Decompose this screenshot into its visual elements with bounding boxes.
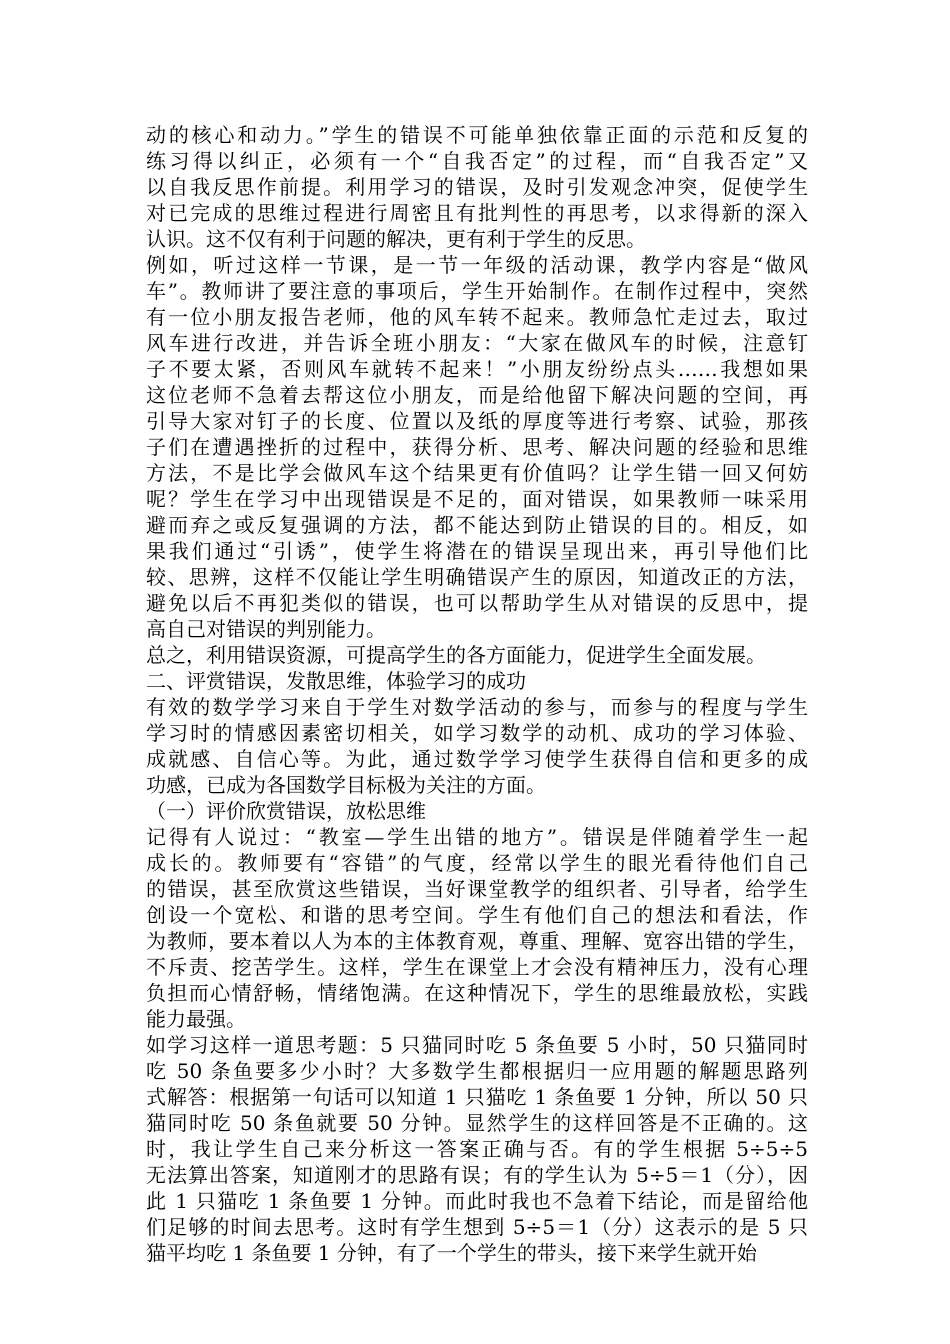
text-line: 以自我反思作前提。利用学习的错误，及时引发观念冲突，促使学生	[146, 175, 808, 199]
text-line: 记得有人说过：“教室—学生出错的地方”。错误是伴随着学生一起	[146, 825, 808, 849]
text-line: （一）评价欣赏错误，放松思维	[146, 799, 426, 823]
paragraph-effective	[146, 694, 808, 798]
text-line: 较、思辨，这样不仅能让学生明确错误产生的原因，知道改正的方法，	[146, 565, 808, 589]
text-line: 果我们通过“引诱”，使学生将潜在的错误呈现出来，再引导他们比	[146, 539, 808, 563]
paragraph-classroom	[146, 824, 808, 1032]
text-line: 子不要太紧，否则风车就转不起来！”小朋友纷纷点头……我想如果	[146, 357, 808, 381]
text-line: 风车进行改进，并告诉全班小朋友：“大家在做风车的时候，注意钉	[146, 331, 808, 355]
text-line: 动的核心和动力。”学生的错误不可能单独依靠正面的示范和反复的	[146, 123, 808, 147]
text-line: 如学习这样一道思考题：5 只猫同时吃 5 条鱼要 5 小时，50 只猫同时	[146, 1033, 808, 1057]
text-line: 猫同时吃 50 条鱼就要 50 分钟。显然学生的这样回答是不正确的。这	[146, 1111, 808, 1135]
text-line: 有一位小朋友报告老师，他的风车转不起来。教师急忙走过去，取过	[146, 305, 808, 329]
text-line: 有效的数学学习来自于学生对数学活动的参与，而参与的程度与学生	[146, 695, 808, 719]
text-line: 避而弃之或反复强调的方法，都不能达到防止错误的目的。相反，如	[146, 513, 808, 537]
text-line: 成就感、自信心等。为此，通过数学学习使学生获得自信和更多的成	[146, 747, 808, 771]
paragraph-summary	[146, 642, 808, 668]
text-line: 方法，不是比学会做风车这个结果更有价值吗？让学生错一回又何妨	[146, 461, 808, 485]
text-line: 为教师，要本着以人为本的主体教育观，尊重、理解、宽容出错的学生，	[146, 929, 808, 953]
text-line: 学习时的情感因素密切相关，如学习数学的动机、成功的学习体验、	[146, 721, 808, 745]
text-line: 无法算出答案，知道刚才的思路有误；有的学生认为 5÷5＝1（分），因	[146, 1163, 808, 1187]
text-line: 吃 50 条鱼要多少小时？大多数学生都根据归一应用题的解题思路列	[146, 1059, 808, 1083]
paragraph-intro	[146, 122, 808, 252]
text-line: 时，我让学生自己来分析这一答案正确与否。有的学生根据 5÷5÷5	[146, 1137, 808, 1161]
text-line: 式解答：根据第一句话可以知道 1 只猫吃 1 条鱼要 1 分钟，所以 50 只	[146, 1085, 808, 1109]
text-line: 此 1 只猫吃 1 条鱼要 1 分钟。而此时我也不急着下结论，而是留给他	[146, 1189, 808, 1213]
text-line: 这位老师不急着去帮这位小朋友，而是给他留下解决问题的空间，再	[146, 383, 808, 407]
section-heading	[146, 668, 808, 694]
text-line: 对已完成的思维过程进行周密且有批判性的再思考，以求得新的深入	[146, 201, 808, 225]
text-line: 引导大家对钉子的长度、位置以及纸的厚度等进行考察、试验，那孩	[146, 409, 808, 433]
text-line: 呢？学生在学习中出现错误是不足的，面对错误，如果教师一味采用	[146, 487, 808, 511]
text-line: 练习得以纠正，必须有一个“自我否定”的过程，而“自我否定”又	[146, 149, 808, 173]
text-line: 成长的。教师要有“容错”的气度，经常以学生的眼光看待他们自己	[146, 851, 808, 875]
text-line: 车”。教师讲了要注意的事项后，学生开始制作。在制作过程中，突然	[146, 279, 808, 303]
text-line: 能力最强。	[146, 1007, 246, 1031]
text-line: 二、评赏错误，发散思维，体验学习的成功	[146, 669, 526, 693]
text-line: 子们在遭遇挫折的过程中，获得分析、思考、解决问题的经验和思维	[146, 435, 808, 459]
text-line: 负担而心情舒畅，情绪饱满。在这种情况下，学生的思维最放松，实践	[146, 981, 808, 1005]
text-line: 高自己对错误的判别能力。	[146, 617, 386, 641]
text-line: 创设一个宽松、和谐的思考空间。学生有他们自己的想法和看法，作	[146, 903, 808, 927]
subsection-heading	[146, 798, 808, 824]
text-line: 功感，已成为各国数学目标极为关注的方面。	[146, 773, 546, 797]
paragraph-example	[146, 252, 808, 642]
text-line: 认识。这不仅有利于问题的解决，更有利于学生的反思。	[146, 227, 646, 251]
text-line: 不斥责、挖苦学生。这样，学生在课堂上才会没有精神压力，没有心理	[146, 955, 808, 979]
text-line: 的错误，甚至欣赏这些错误，当好课堂教学的组织者、引导者，给学生	[146, 877, 808, 901]
text-line: 避免以后不再犯类似的错误，也可以帮助学生从对错误的反思中，提	[146, 591, 808, 615]
text-line: 总之，利用错误资源，可提高学生的各方面能力，促进学生全面发展。	[146, 643, 766, 667]
paragraph-cats	[146, 1032, 808, 1266]
document-body	[146, 122, 808, 1266]
text-line: 猫平均吃 1 条鱼要 1 分钟，有了一个学生的带头，接下来学生就开始	[146, 1241, 757, 1265]
text-line: 们足够的时间去思考。这时有学生想到 5÷5＝1（分）这表示的是 5 只	[146, 1215, 808, 1239]
text-line: 例如，听过这样一节课，是一节一年级的活动课，教学内容是“做风	[146, 253, 808, 277]
